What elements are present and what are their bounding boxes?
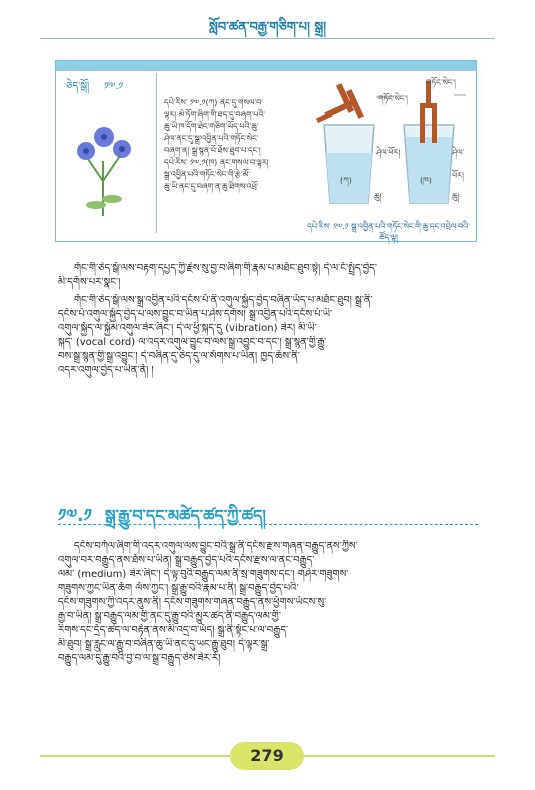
- body-line: དངོས་གཟུགས་ཀྱི་འདར་ནུས་ནི། དངོས་གཟུགས་གཞན་བརྒྱུད་ནས་ཕྱོགས་ཡོངས་སུ་: [58, 597, 327, 608]
- box-text-line: སྒྲ་འབྱིན་པའི་གཏོང་སེང་གི་རྩེ་མོ་: [164, 170, 251, 179]
- body-line: གཟུགས་ཀྱང་ཡིན་ཆོག ལོས་ཀྱང་། སྒྲ་རྒྱུ་བའི་རྣམ་པ་ནི། སྒྲ་བརྒྱུད་བྱེད་པའི་: [58, 583, 299, 594]
- box-text-line: དཔེ་རིས་ ༡༧.༡(ཀ) ནང་དུ་གསལ་བ་: [164, 98, 263, 107]
- section-heading: [58, 496, 478, 526]
- figure-box: [55, 60, 477, 242]
- body-line: སྐད་ (vocal cord) ལ་འདར་འགུལ་བྱུང་བ་ལས་སྒྲ་འབྱུང་བ་དང་། སྒྲ་སྙན་གྱི་རྒྱུ་: [58, 337, 327, 348]
- label-water-b: ཆུ།: [452, 192, 460, 201]
- page-header: [0, 0, 535, 42]
- box-text-line: ཆུ་ཡི་ནང་དུ་བཞག་ན་ཆུ་ཐིགས་འཕྲོ་: [164, 182, 259, 191]
- body-text: [58, 262, 478, 378]
- box-text-line: ཤེལ་ནང་དུ་སྒྲ་འབྱིན་པའི་གཏོང་སེང་: [164, 134, 259, 143]
- running-title: སློབ་ཚན་བརྒྱ་གཅིག་པ། སྒྲ།: [208, 20, 327, 35]
- body-line: རྒྱ་བ་ཡིན། སྒྲ་བརྒྱུད་ལམ་གྱི་ནང་དུ་རྒྱུ་བའི་མྱུར་ཚད་ནི་བརྒྱུད་ལམ་གྱི་: [58, 611, 281, 622]
- flower-illustration-icon: [68, 121, 138, 221]
- label-fork-b: གཏོང་སེང་།: [426, 78, 456, 87]
- body-line: གོང་གི་ཅེད་སྒོ་ལས་བརྟག་དཔྱད་ཀྱི་རྗེས་སུ་བྱ་བ་ཞིག་གི་རྣམ་པ་མཐོང་ཐུབ་སྟེ། དེ་ལ་ངོ་སྤྲོད་བྱེད་: [74, 263, 378, 274]
- figure-caption: དཔེ་རིས་ ༡༧.༡ སྒྲ་འབྱིན་པའི་གཏོང་སེང་གི་ཆུ་དང་འབྲེལ་བའི་ཚོད་ལྟ།: [307, 222, 470, 242]
- body-line: དངོས་བཀོལ་ཞིག་གི་འདར་འགུལ་ལས་བྱུང་བའི་སྒྲ་ནི་དངོས་རྫས་གཞན་བརྒྱུད་ནས་ཀྱིས་: [74, 541, 358, 552]
- figure-box-bar: [56, 61, 476, 71]
- body-line: དངོས་པོ་འགུལ་སྐྱོད་བྱེད་པ་ལས་བྱུང་བ་ཡིན་པ་ཤེས་དགོས། སྒྲ་འབྱིན་པའི་དངོས་པོ་ཡི་: [58, 309, 333, 320]
- label-glass-b: ཤེལ་ཕོར།: [452, 148, 465, 180]
- page-number: 279: [230, 742, 304, 770]
- box-label: ཅེད་སྒོ།: [66, 81, 90, 92]
- body-line: འདར་འགུལ་བྱེད་པ་ཡིན་ནོ། །: [58, 365, 154, 376]
- tuning-fork-a-icon: [316, 83, 364, 123]
- body-line: མི་དགོས་པར་སྣང་།: [58, 277, 121, 288]
- body-line: མི་ཐུབ། སྒྲ་རླུང་ལ་རྒྱུ་བ་བཞིན་ཆུ་ཡི་ནང་དུ་ཡང་རྒྱུ་ཐུབ། དེ་ལྟར་སྒྲ་: [58, 639, 270, 650]
- section-body-text: [58, 540, 478, 666]
- body-line: གོང་གི་ཅེད་སྒོ་ལས་སྒྲ་འབྱིན་པའི་དངོས་པོ་ནི་འགུལ་སྐྱོད་བྱེད་བཞིན་ཡོད་པ་མཐོང་ཐུབ། སྒྲ་ནི་: [74, 295, 373, 306]
- label-water-a: ཆུ།: [374, 192, 382, 201]
- box-text-line: བཞག་ན། སྒྲ་སྙན་པོ་ཐོས་ཐུབ་པ་དང་།: [164, 146, 261, 155]
- box-text-line: ཆུ་ཡི་ཁ་དོག་ཐེང་གཅིག་ཡོད་པའི་ཆུ་: [164, 122, 259, 131]
- body-line: རིགས་དང་དྲོད་ཚད་ལ་བརྟེན་ནས་མི་འདྲ་བ་ཡོད། སྒྲ་ནི་སྟོང་པ་ལ་བརྒྱུད་: [58, 625, 289, 636]
- box-number: ༡༧.༡: [104, 81, 124, 92]
- body-line: འགུལ་སྐྱོད་ལ་སྐྱོམ་འགུལ་ཟེར་ཞིང་། དེ་ལ་ཕྱི་སྐད་དུ (vibration) ཟེར། མི་ཡི་: [58, 323, 317, 334]
- box-divider: [156, 73, 157, 233]
- section-title: སྒྲ་རྒྱུ་བ་དང་མཚེད་ཚད་ཀྱི་ཚད།: [104, 506, 266, 525]
- body-line: བརྒྱུད་ལམ་དུ་རྒྱུ་བའི་བྱ་བ་ལ་སྒྲ་བརྒྱུད་ཅེས་ཟེར་རོ།: [58, 653, 221, 664]
- section-rule: [58, 524, 478, 526]
- label-fork-a: གཏོང་སེང་།: [378, 94, 408, 103]
- label-tag-b: (ཁ): [420, 176, 432, 185]
- body-line: ལམ་ (medium) ཟེར་ཞིང་། དེ་ལྟ་བུའི་བརྒྱུད་ལམ་ནི་སྲ་གཟུགས་དང་། གཤེར་གཟུགས་: [58, 569, 349, 580]
- header-rule: [40, 38, 495, 39]
- box-text-line: དཔེ་རིས་ ༡༧.༡(ཁ) ནང་གསལ་བ་ལྟར།: [164, 158, 269, 167]
- section-number: ༡༧.༡: [58, 506, 92, 526]
- experiment-figure: [306, 75, 471, 215]
- label-glass-a: ཤེལ་ཕོར།: [376, 148, 401, 157]
- body-line: བས་སྒྲ་སྙན་གྱི་སྒྲ་འབྱུང་། དེ་བཞིན་དུ་ཅེད་དུ་ལ་སོགས་པ་ཡིན། ཁྱད་ཆོས་ནི་: [58, 351, 300, 362]
- body-line: འགུལ་བར་བརྒྱུད་ནས་ཐོས་པ་ཡིན། སྒྲ་བརྒྱུད་བྱེད་པའི་དངོས་རྫས་ལ་ནང་བརྒྱུད་: [58, 555, 315, 566]
- box-text: [164, 97, 296, 193]
- label-tag-a: (ཀ): [340, 176, 352, 185]
- box-text-line: ལྟར། མེ་ཏོག་ཞིག་གི་ཐད་དུ་བཞག་པའི་: [164, 110, 266, 119]
